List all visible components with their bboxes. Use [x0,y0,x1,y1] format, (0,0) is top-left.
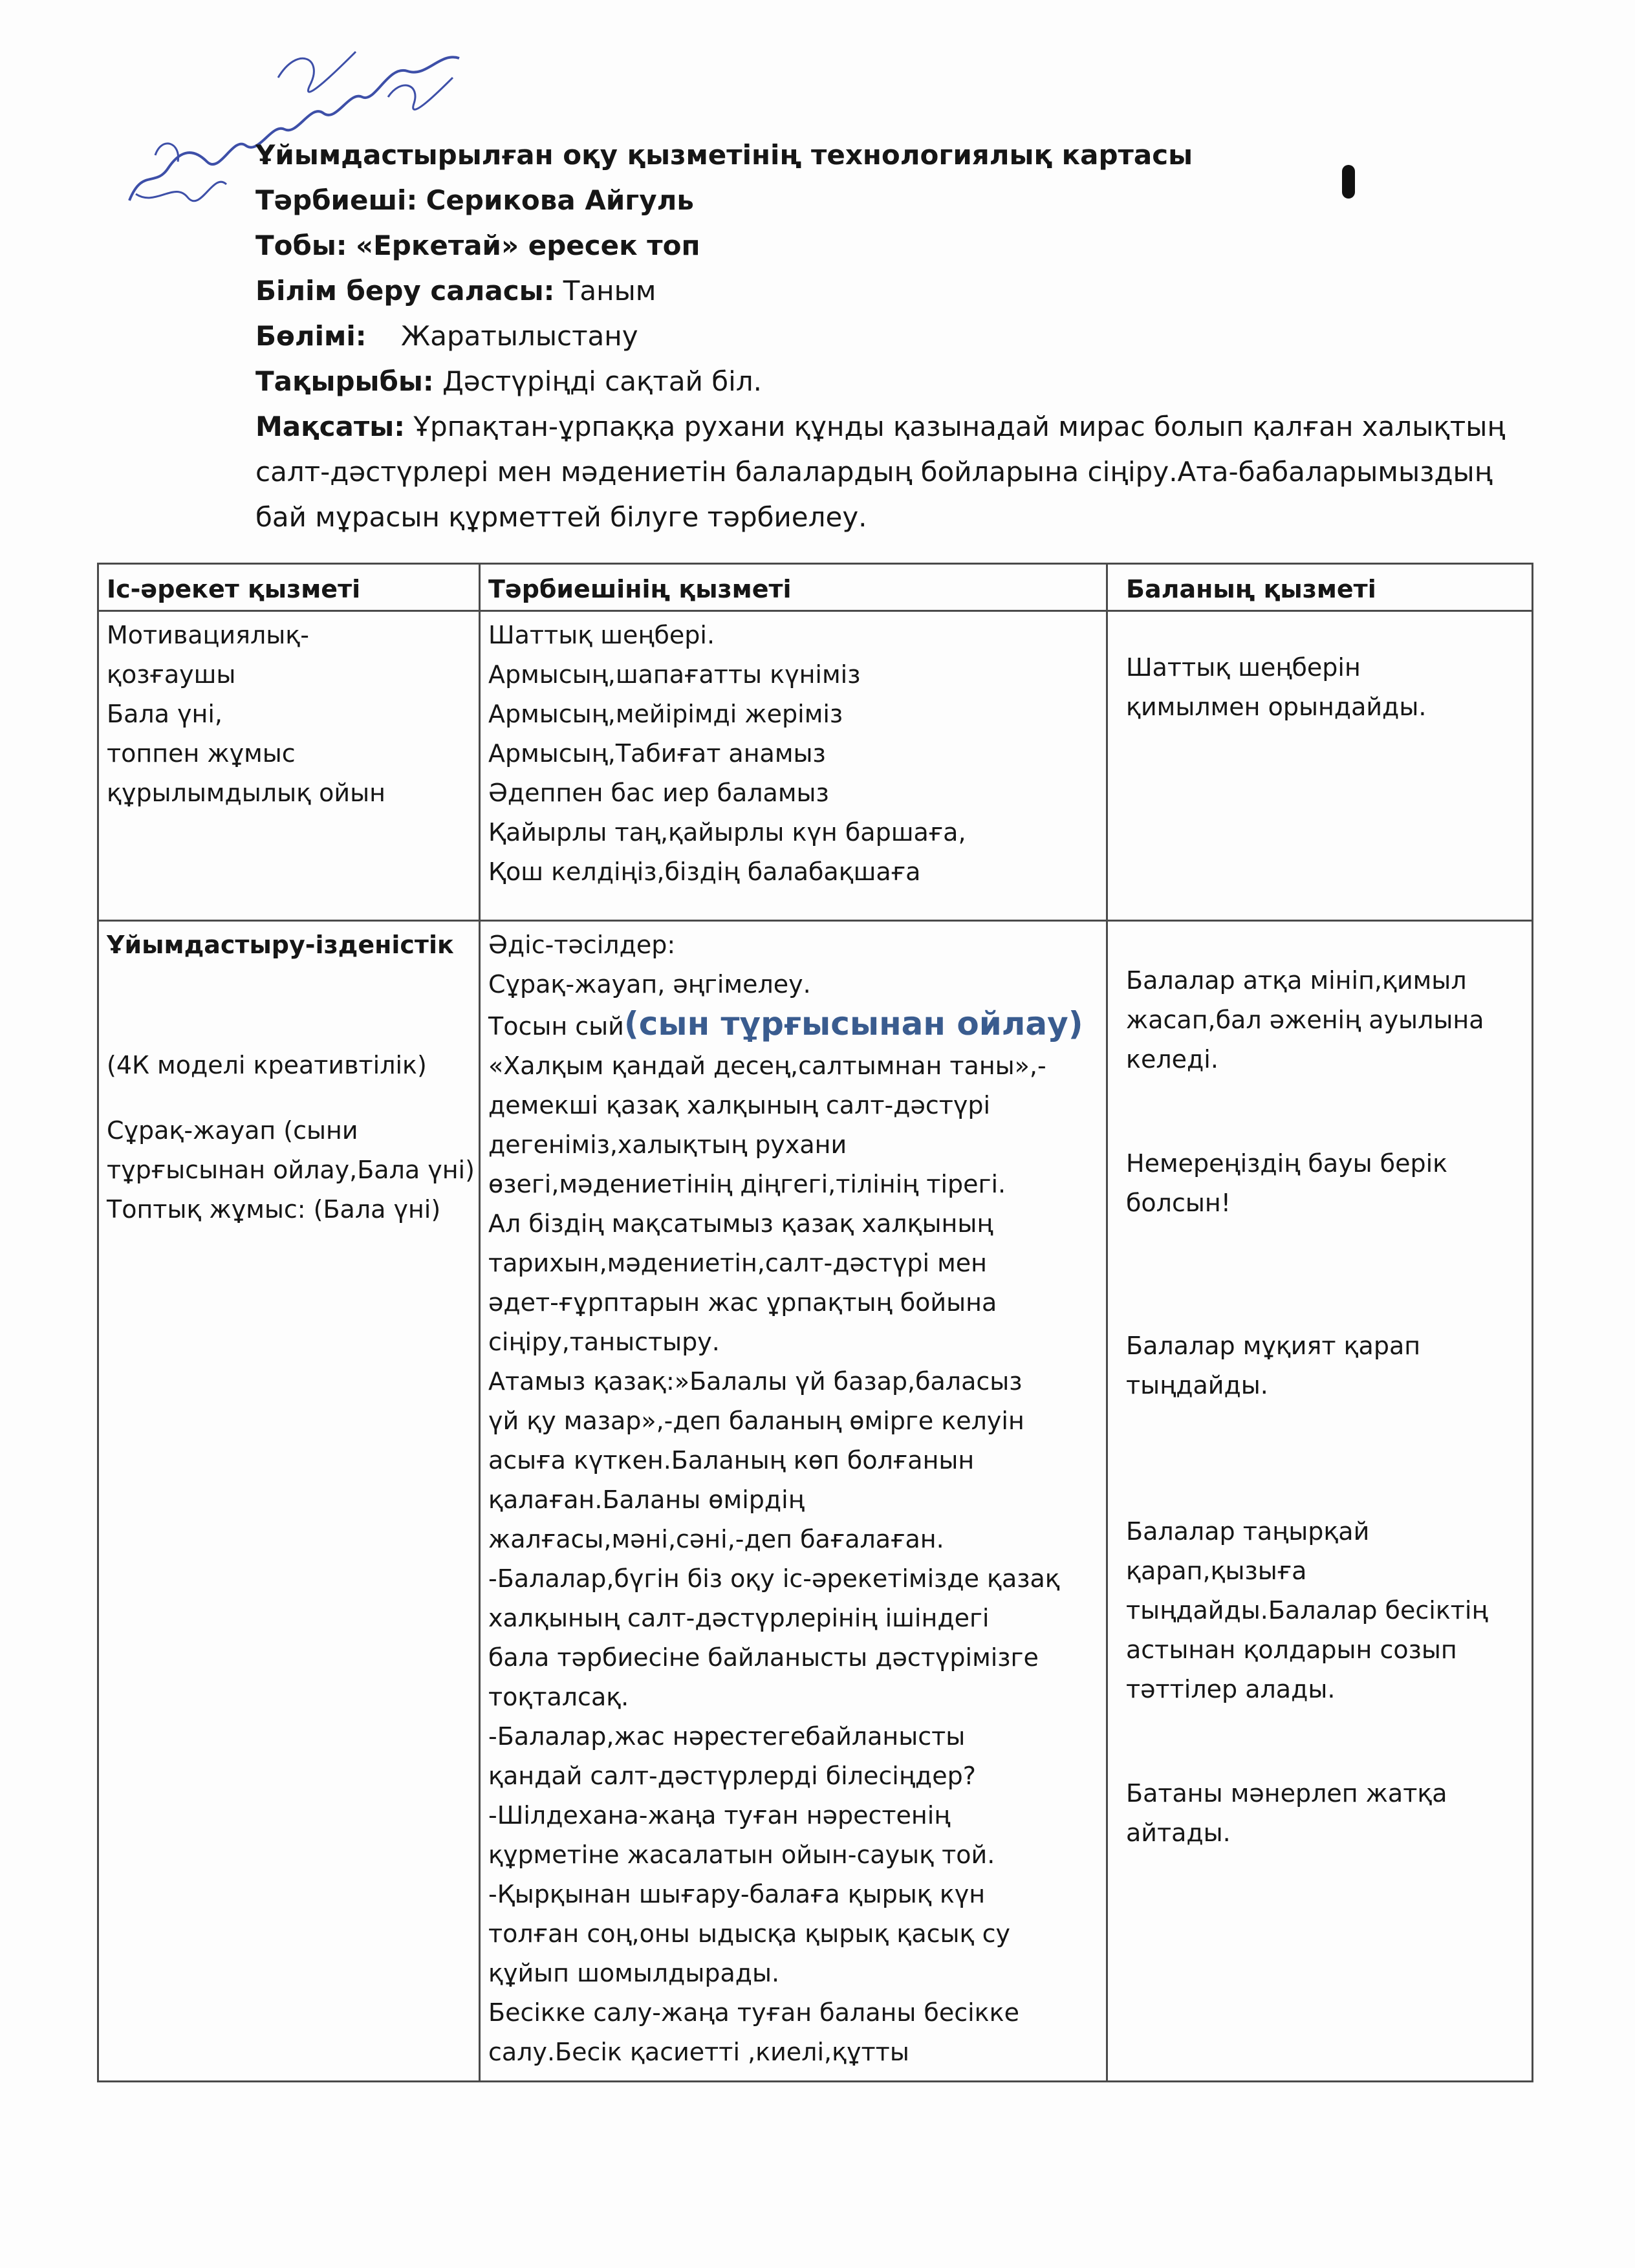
table-row [98,611,1533,921]
header-stage: Іс-әрекет қызметі [98,564,480,611]
area-line: Білім беру саласы: Таным [255,275,656,307]
highlight-note: (сын тұрғысынан ойлау) [623,1005,1083,1042]
header-teacher: Тәрбиешінің қызметі [480,564,1107,611]
activity-table [97,563,1533,2082]
table-header-row [98,564,1533,611]
document-header [255,133,1549,540]
goal-line: Мақсаты: Ұрпақтан-ұрпаққа рухани құнды қазынадай мирас болып қалған халықтың салт-дәстүрлері мен мәдениетін балалардың бойларына сіңіру.Ата-бабаларымыздың бай мұрасын құрметтей білуге тәрбиелеу. [255,411,1506,533]
document-title: Ұйымдастырылған оқу қызметінің технологиялық картасы [255,139,1193,171]
teacher-cell: Шаттық шеңбері. Армысың,шапағатты күніміз Армысың,мейірімді жеріміз Армысың,Табиғат анамыз Әдеппен бас иер баламыз Қайырлы таң,қайырлы күн баршаға, Қош келдіңіз,біздің балабақшаға [480,611,1107,921]
topic-line: Тақырыбы: Дәстүріңді сақтай біл. [255,365,762,397]
teacher-line: Тәрбиеші: Серикова Айгуль [255,184,694,216]
stage-cell: Мотивациялық- қозғаушы Бала үні, топпен жұмыс құрылымдылық ойын [98,611,480,921]
header-child: Баланың қызметі [1107,564,1533,611]
table-row [98,921,1533,2082]
teacher-cell: Әдіс-тәсілдер: Сұрақ-жауап, әңгімелеу. Тосын сый(сын тұрғысынан ойлау) «Халқым қандай десең,салтымнан таны»,- демекші қазақ халқының салт-дәстүрі дегеніміз,халықтың рухани өзегі,мәдениетінің діңгегі,тілінің тірегі. Ал біздің мақсатымыз қазақ халқының тарихын,мәдениетін,салт-дәстүрі мен әдет-ғұрптарын жас ұрпақтың бойына сіңіру,таныстыру. Атамыз қазақ:»Балалы үй базар,баласыз үй қу мазар»,-деп баланың өмірге келуін асыға күткен.Баланың көп болғанын қалаған.Баланы өмірдің жалғасы,мәні,сәні,-деп бағалаған. -Балалар,бүгін біз оқу іс-әрекетімізде қазақ халқының салт-дәстүрлерінің ішіндегі бала тәрбиесіне байланысты дәстүрімізге тоқталсақ. -Балалар,жас нәрестегебайланысты қандай салт-дәстүрлерді білесіңдер? -Шілдехана-жаңа туған нәрестенің құрметіне жасалатын ойын-сауық той. -Қырқынан шығару-балаға қырық күн толған соң,оны ыдысқа қырық қасық су құйып шомылдырады. Бесікке салу-жаңа туған баланы бесікке салу.Бесік қасиетті ,киелі,құтты [480,921,1107,2082]
stage-cell: Ұйымдастыру-ізденістік (4К моделі креативтілік) Сұрақ-жауап (сыни тұрғысынан ойлау,Бала үні) Топтық жұмыс: (Бала үні) [98,921,480,2082]
child-cell: Шаттық шеңберін қимылмен орындайды. [1107,611,1533,921]
section-line: Бөлімі: Жаратылыстану [255,320,638,352]
group-line: Тобы: «Еркетай» ересек топ [255,230,700,261]
child-cell: Балалар атқа мініп,қимыл жасап,бал әженің ауылына келеді. Немереңіздің бауы берік болсын! Балалар мұқият қарап тыңдайды. Балалар таңырқай қарап,қызыға тыңдайды.Балалар бесіктің астынан қолдарын созып тәттілер алады. Батаны мәнерлеп жатқа айтады. [1107,921,1533,2082]
